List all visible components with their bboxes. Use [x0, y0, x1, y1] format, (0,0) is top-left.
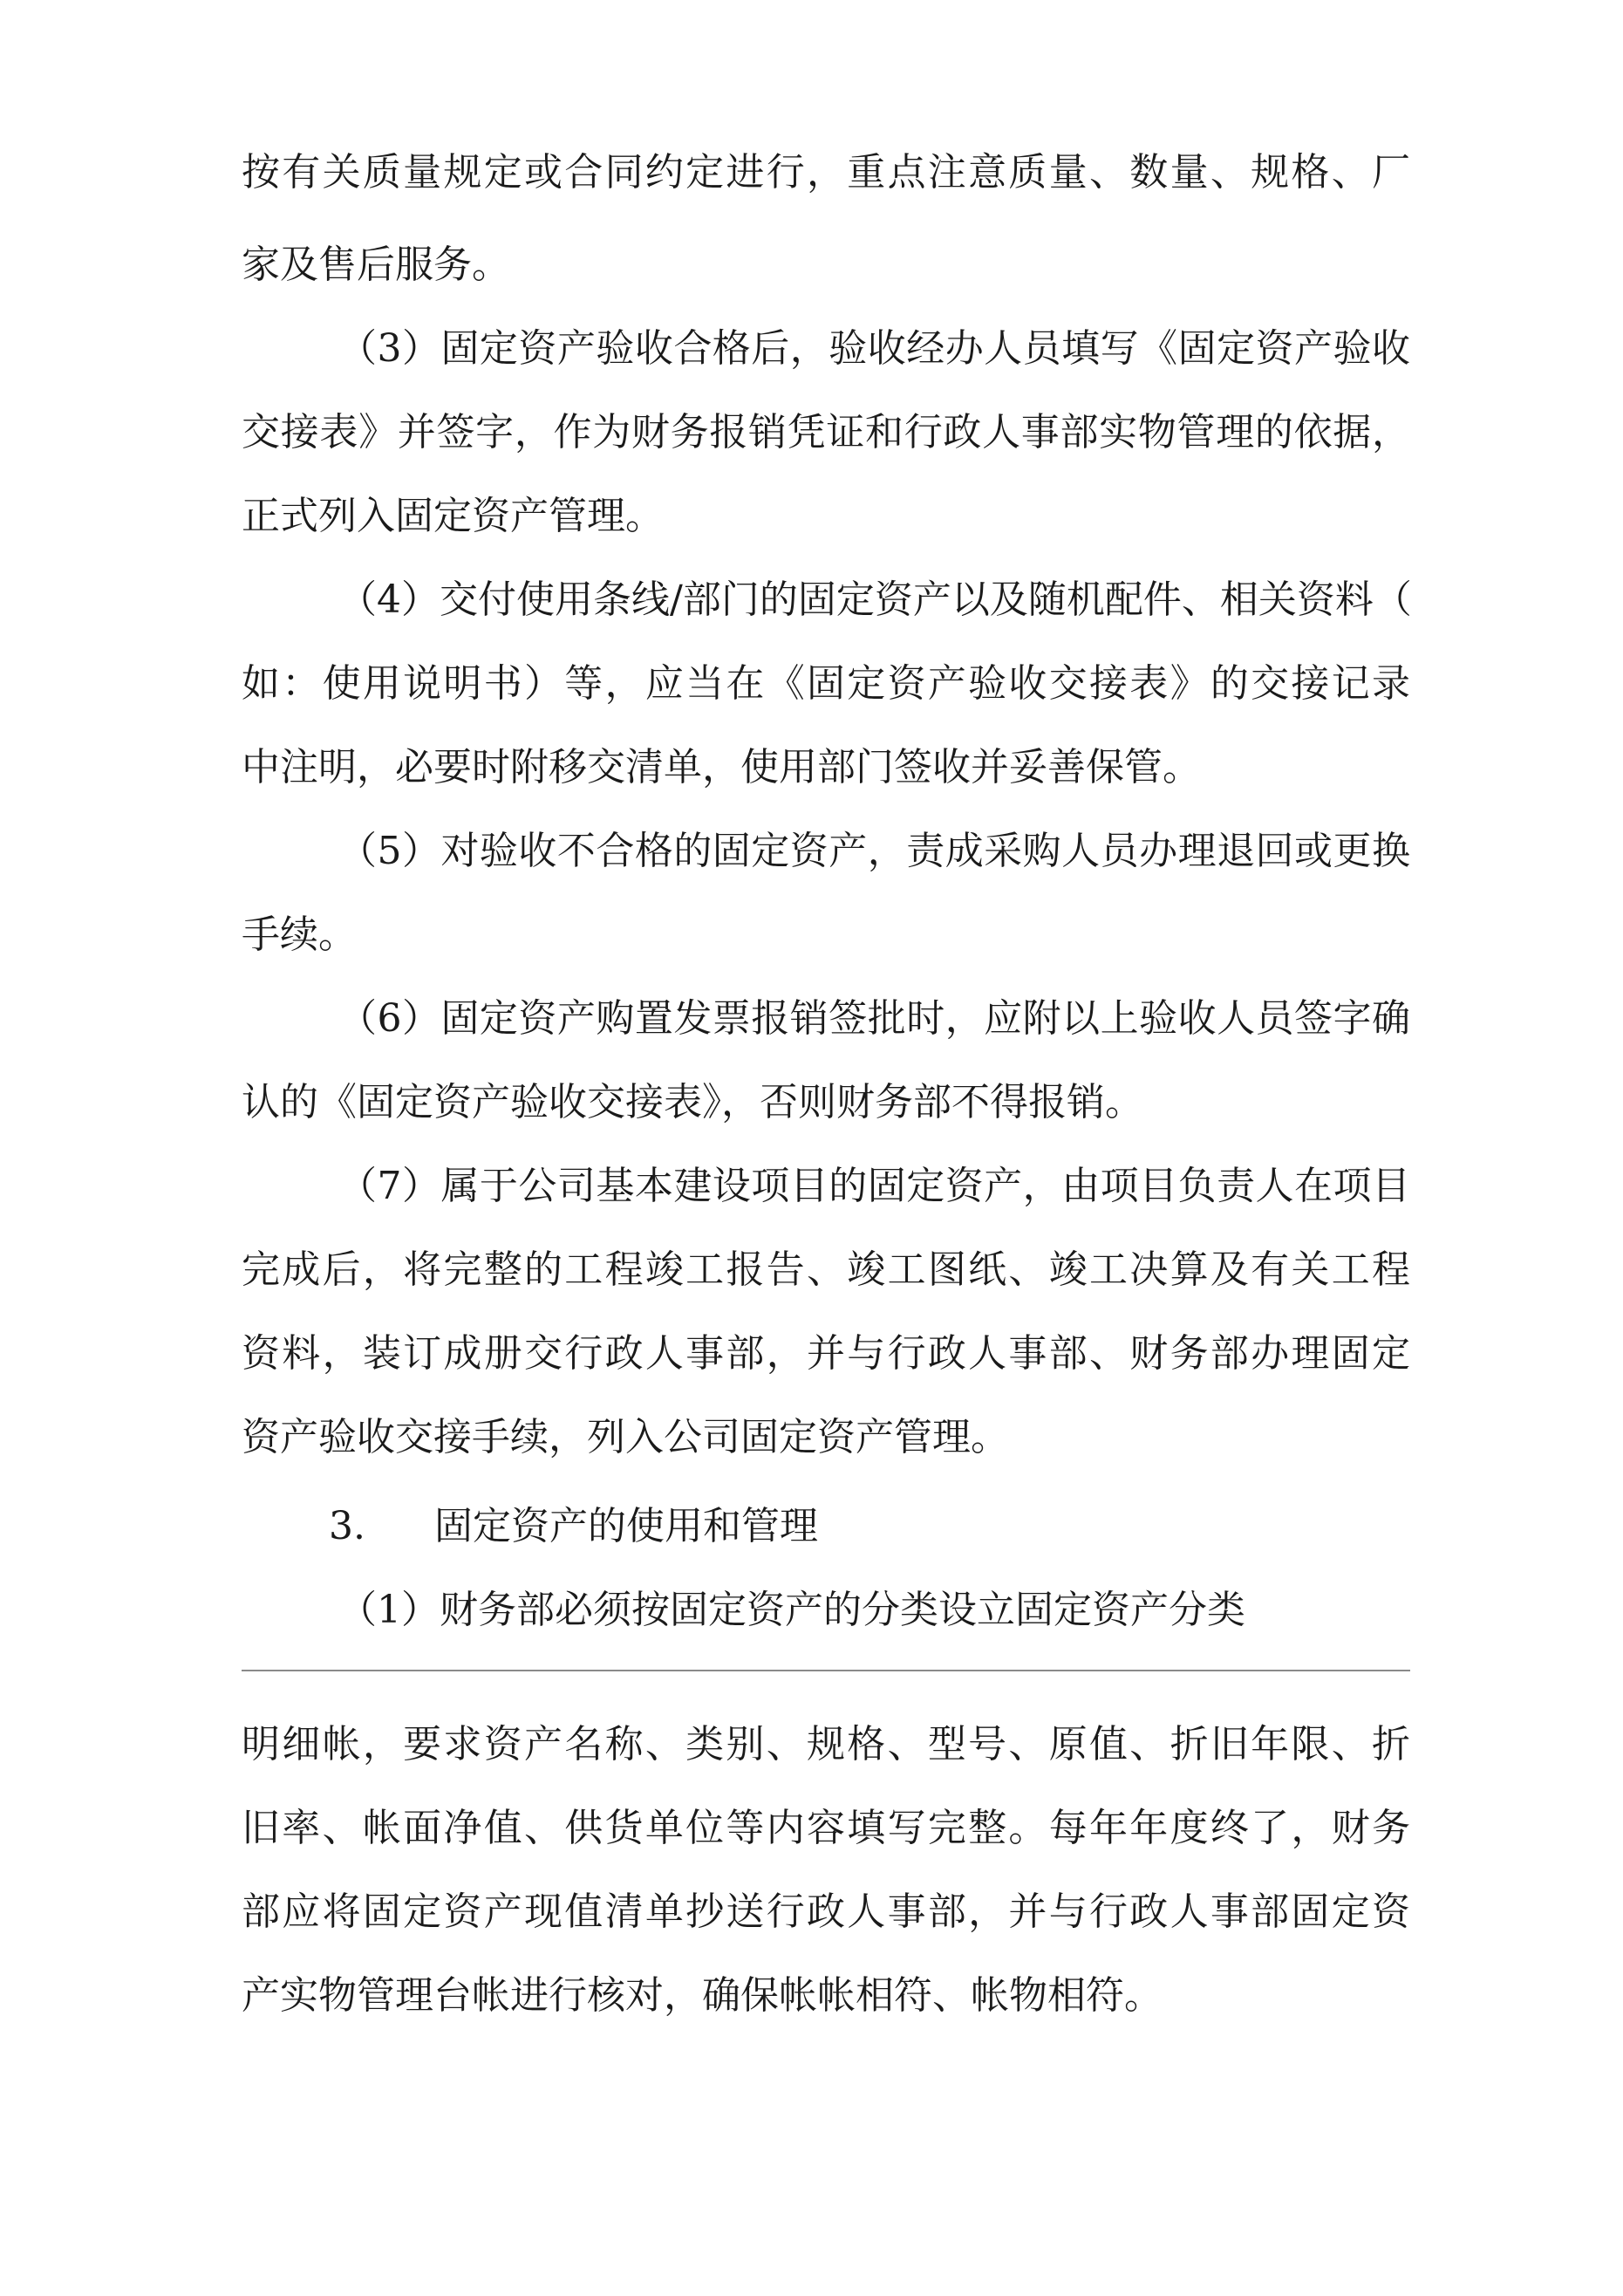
text-line: 交接表》并签字，作为财务报销凭证和行政人事部实物管理的依据，: [242, 410, 1410, 454]
text-line: 产实物管理台帐进行核对，确保帐帐相符、帐物相符。: [242, 1973, 1163, 2018]
paragraph-4-start: （4）交付使用条线/部门的固定资产以及随机配件、相关资料（: [338, 577, 1412, 622]
text-line: 家及售后服务。: [242, 243, 510, 287]
section-heading: 固定资产的使用和管理: [434, 1504, 818, 1548]
text-line: 按有关质量规定或合同约定进行，重点注意质量、数量、规格、厂: [242, 150, 1410, 195]
text-line: 完成后，将完整的工程竣工报告、竣工图纸、竣工决算及有关工程: [242, 1247, 1410, 1292]
paragraph-3-start: （3）固定资产验收合格后，验收经办人员填写《固定资产验收: [338, 326, 1410, 371]
text-line: 部应将固定资产现值清单抄送行政人事部，并与行政人事部固定资: [242, 1889, 1410, 1934]
paragraph-1-start: （1）财务部必须按固定资产的分类设立固定资产分类: [338, 1588, 1245, 1632]
text-line: 认的《固定资产验收交接表》，否则财务部不得报销。: [242, 1080, 1143, 1124]
text-line: 正式列入固定资产管理。: [242, 494, 664, 538]
text-line: 资产验收交接手续，列入公司固定资产管理。: [242, 1415, 1009, 1459]
section-number: 3.: [329, 1504, 365, 1548]
text-line: 如：使用说明书）等，应当在《固定资产验收交接表》的交接记录: [242, 661, 1410, 706]
paragraph-5-start: （5）对验收不合格的固定资产，责成采购人员办理退回或更换: [338, 829, 1410, 873]
paragraph-6-start: （6）固定资产购置发票报销签批时，应附以上验收人员签字确: [338, 996, 1410, 1041]
text-line: 明细帐，要求资产名称、类别、规格、型号、原值、折旧年限、折: [242, 1722, 1410, 1766]
text-line: 中注明，必要时附移交清单，使用部门签收并妥善保管。: [242, 745, 1201, 789]
text-line: 资料，装订成册交行政人事部，并与行政人事部、财务部办理固定: [242, 1331, 1410, 1376]
paragraph-7-start: （7）属于公司基本建设项目的固定资产，由项目负责人在项目: [338, 1164, 1410, 1208]
text-line: 手续。: [242, 912, 357, 957]
text-line: 旧率、帐面净值、供货单位等内容填写完整。每年年度终了，财务: [242, 1806, 1410, 1850]
page-break-divider: [242, 1670, 1410, 1671]
